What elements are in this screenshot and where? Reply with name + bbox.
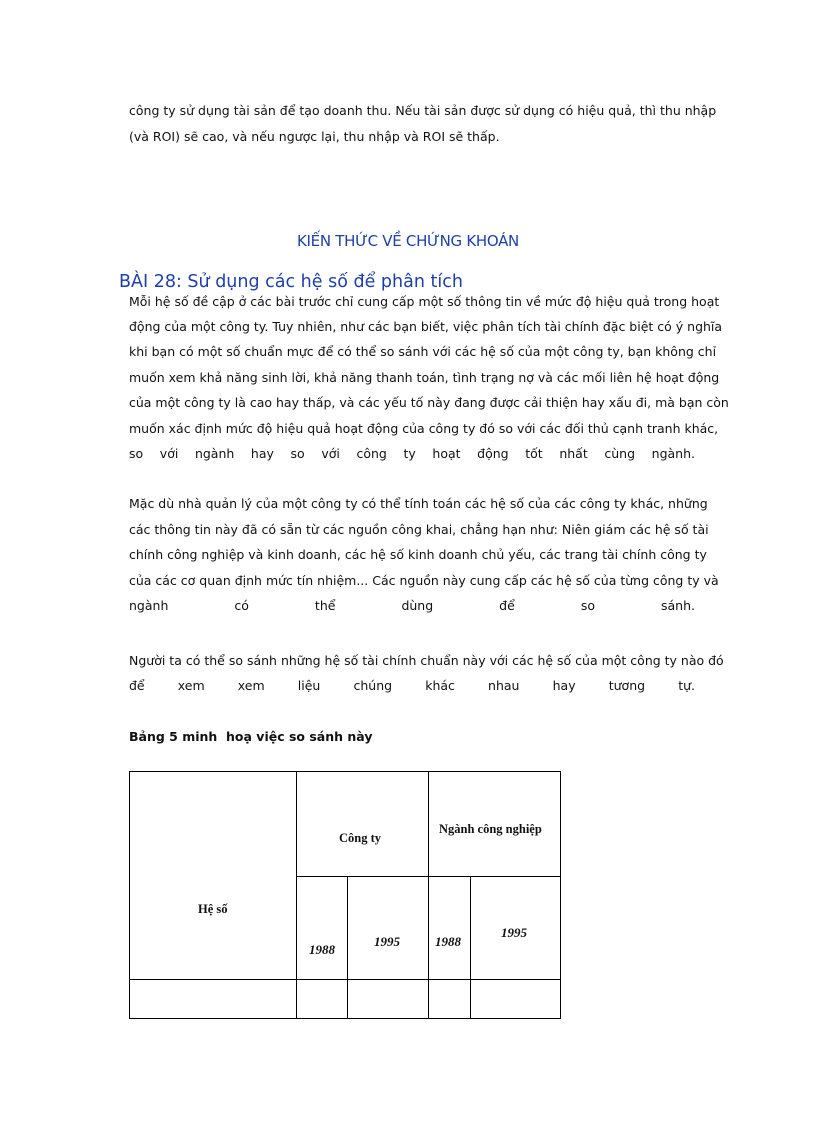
paragraph1-line: khi bạn có một số chuẩn mực để có thể so sánh với các hệ số của một công ty, bạn không chỉ	[129, 344, 717, 359]
intro-line: (và ROI) sẽ cao, và nếu ngược lại, thu nhập và ROI sẽ thấp.	[129, 129, 500, 144]
paragraph1-line: của một công ty là cao hay thấp, và các yếu tố này đang được cải thiện hay xấu đi, mà bạn còn	[129, 395, 729, 410]
table-rule-col1	[296, 771, 297, 1019]
year-company-1988: 1988	[309, 942, 335, 957]
table-border-left	[129, 771, 130, 1019]
paragraph2-line: Mặc dù nhà quản lý của một công ty có thể tính toán các hệ số của các công ty khác, những	[129, 496, 708, 511]
paragraph2-line: các thông tin này đã có sẵn từ các nguồn công khai, chẳng hạn như: Niên giám các hệ số tài	[129, 522, 709, 537]
table-rule-col4	[470, 876, 471, 1019]
year-industry-1995: 1995	[501, 925, 527, 940]
paragraph1-line: so với ngành hay so với công ty hoạt động tốt nhất cùng ngành.	[129, 446, 695, 461]
paragraph1-line: động của một công ty. Tuy nhiên, như các bạn biết, việc phân tích tài chính đặc biệt có ý nghĩa	[129, 319, 723, 334]
paragraph1-line: muốn xác định mức độ hiệu quả hoạt động của công ty đó so với các đối thủ cạnh tranh khác,	[129, 421, 719, 436]
table-rule-header-bottom	[129, 979, 561, 980]
paragraph3-line: để xem xem liệu chúng khác nhau hay tương tự.	[129, 678, 695, 693]
group-header-industry: Ngành công nghiệp	[439, 822, 542, 836]
paragraph2-line: ngành có thể dùng để so sánh.	[129, 598, 695, 613]
table-border-right	[560, 771, 561, 1019]
table-rule-col2	[347, 876, 348, 1019]
year-company-1995: 1995	[374, 934, 400, 949]
year-industry-1988: 1988	[435, 934, 461, 949]
intro-line: công ty sử dụng tài sản để tạo doanh thu. Nếu tài sản được sử dụng có hiệu quả, thì thu nhập	[129, 103, 717, 118]
paragraph2-line: của các cơ quan định mức tín nhiệm... Các nguồn này cung cấp các hệ số của từng công ty và	[129, 573, 719, 588]
table-caption: Bảng 5 minh hoạ việc so sánh này	[129, 729, 373, 744]
paragraph3-line: Người ta có thể so sánh những hệ số tài chính chuẩn này với các hệ số của một công ty nào đó	[129, 653, 724, 668]
table-border-bottom	[129, 1018, 561, 1019]
paragraph2-line: chính công nghiệp và kinh doanh, các hệ số kinh doanh chủ yếu, các trang tài chính công ty	[129, 547, 707, 562]
section-title: KIẾN THỨC VỀ CHỨNG KHOÁN	[297, 232, 519, 250]
paragraph1-line: Mỗi hệ số đề cập ở các bài trước chỉ cung cấp một số thông tin về mức độ hiệu quả trong hoạt	[129, 294, 720, 309]
row-header-ratio: Hệ số	[198, 902, 228, 916]
paragraph1-line: muốn xem khả năng sinh lời, khả năng thanh toán, tình trạng nợ và các mối liên hệ hoạt động	[129, 370, 720, 385]
table-border-top	[129, 771, 561, 772]
group-header-company: Công ty	[339, 831, 382, 845]
table-rule-col3	[428, 771, 429, 1019]
lesson-title: BÀI 28: Sử dụng các hệ số để phân tích	[119, 272, 463, 292]
